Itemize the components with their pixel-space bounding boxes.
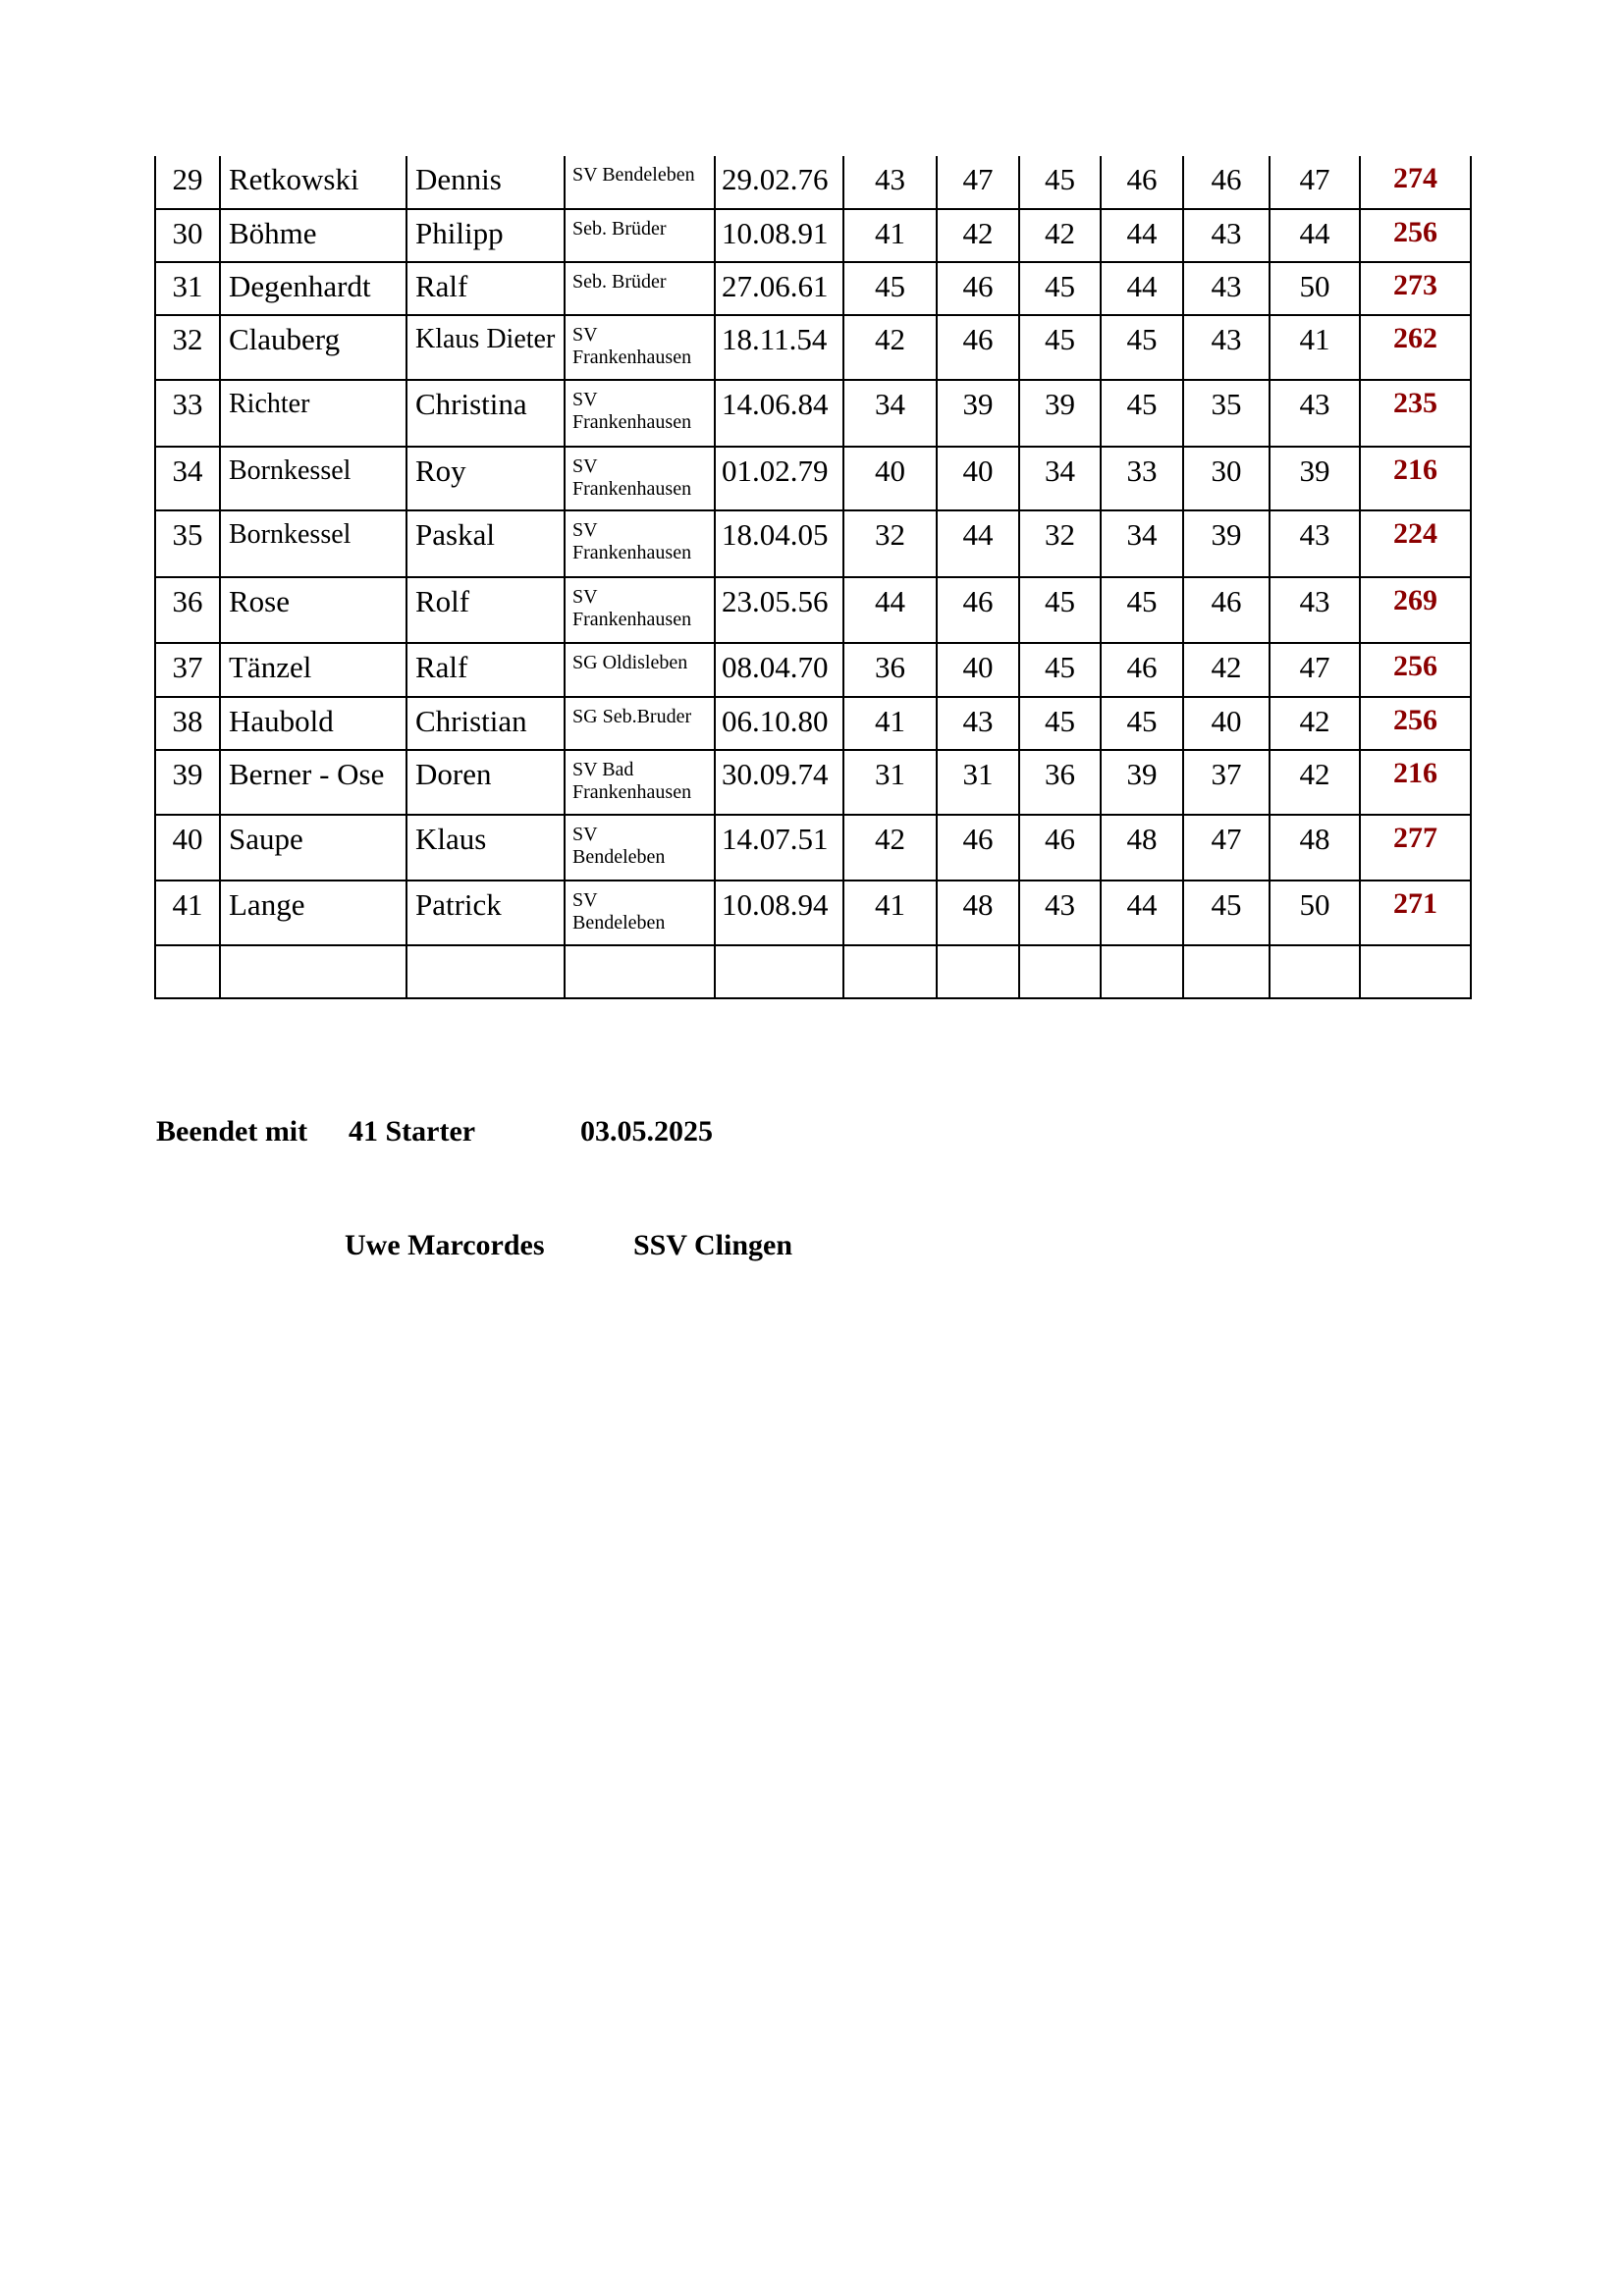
series-score-cell: 44 [1101,881,1183,945]
series-score-cell: 32 [1019,510,1101,577]
surname-cell: Richter [220,380,406,447]
rank-cell: 34 [155,447,220,510]
table-row [155,447,1471,510]
club-line: SV [572,586,598,608]
series-score-cell: 47 [1270,643,1360,697]
series-score-cell: 46 [937,315,1019,380]
series-score-cell: 45 [1019,262,1101,315]
series-score-cell: 39 [1019,380,1101,447]
club-line: Bendeleben [572,846,666,868]
club-cell [565,577,715,643]
series-score-cell: 44 [1270,209,1360,262]
series-score-cell: 43 [1183,209,1270,262]
firstname-cell: Ralf [406,643,565,697]
birthdate-cell: 29.02.76 [715,156,843,209]
club-cell [565,643,715,697]
series-score-cell: 40 [937,447,1019,510]
club-line: SV [572,519,598,541]
surname-cell: Tänzel [220,643,406,697]
series-score-cell: 43 [843,156,937,209]
club-line: SV Bad [572,759,634,780]
rank-cell: 35 [155,510,220,577]
series-score-cell: 41 [1270,315,1360,380]
firstname-cell: Christina [406,380,565,447]
series-score-cell: 46 [1101,156,1183,209]
firstname-cell: Klaus [406,815,565,881]
surname-cell: Lange [220,881,406,945]
series-score-cell: 47 [937,156,1019,209]
series-score-cell [937,945,1019,998]
surname-cell: Haubold [220,697,406,750]
series-score-cell: 45 [1019,577,1101,643]
birthdate-cell: 30.09.74 [715,750,843,815]
table-row [155,881,1471,945]
total-score-cell: 277 [1360,815,1471,881]
total-score-cell: 216 [1360,750,1471,815]
total-score-cell [1360,945,1471,998]
club-cell [565,750,715,815]
series-score-cell: 43 [1183,315,1270,380]
club-line: SV [572,824,598,845]
rank-cell: 40 [155,815,220,881]
series-score-cell: 45 [1101,380,1183,447]
series-score-cell: 40 [937,643,1019,697]
rank-cell: 37 [155,643,220,697]
series-score-cell [1270,945,1360,998]
series-score-cell: 48 [1270,815,1360,881]
surname-cell: Clauberg [220,315,406,380]
firstname-cell: Dennis [406,156,565,209]
table-row [155,156,1471,209]
series-score-cell: 39 [1270,447,1360,510]
rank-cell: 31 [155,262,220,315]
series-score-cell [1019,945,1101,998]
birthdate-cell: 10.08.94 [715,881,843,945]
club-cell [565,510,715,577]
birthdate-cell: 27.06.61 [715,262,843,315]
surname-cell: Berner - Ose [220,750,406,815]
birthdate-cell [715,945,843,998]
series-score-cell: 39 [1183,510,1270,577]
table-row [155,945,1471,998]
series-score-cell: 46 [937,262,1019,315]
series-score-cell: 48 [937,881,1019,945]
series-score-cell: 42 [1270,750,1360,815]
total-score-cell: 256 [1360,643,1471,697]
series-score-cell: 34 [1101,510,1183,577]
series-score-cell: 43 [937,697,1019,750]
series-score-cell: 46 [937,577,1019,643]
total-score-cell: 273 [1360,262,1471,315]
series-score-cell [843,945,937,998]
club-line: SG Oldisleben [572,652,688,673]
series-score-cell: 37 [1183,750,1270,815]
series-score-cell: 44 [937,510,1019,577]
competition-date: 03.05.2025 [580,1115,713,1148]
table-row [155,262,1471,315]
total-score-cell: 274 [1360,156,1471,209]
table-row [155,380,1471,447]
rank-cell: 36 [155,577,220,643]
club-cell [565,447,715,510]
club-line: Frankenhausen [572,411,692,433]
series-score-cell [1183,945,1270,998]
firstname-cell: Paskal [406,510,565,577]
club-line: SV [572,389,598,410]
series-score-cell: 46 [1019,815,1101,881]
series-score-cell: 33 [1101,447,1183,510]
table-row [155,577,1471,643]
series-score-cell: 39 [937,380,1019,447]
rank-cell [155,945,220,998]
series-score-cell: 42 [843,315,937,380]
rank-cell: 38 [155,697,220,750]
finished-label: Beendet mit [156,1115,308,1148]
series-score-cell: 40 [843,447,937,510]
series-score-cell: 45 [843,262,937,315]
series-score-cell: 43 [1183,262,1270,315]
series-score-cell: 36 [1019,750,1101,815]
series-score-cell: 34 [843,380,937,447]
series-score-cell: 36 [843,643,937,697]
rank-cell: 39 [155,750,220,815]
club-cell [565,209,715,262]
series-score-cell: 45 [1183,881,1270,945]
series-score-cell: 34 [1019,447,1101,510]
series-score-cell: 43 [1019,881,1101,945]
series-score-cell: 45 [1019,697,1101,750]
series-score-cell: 31 [937,750,1019,815]
firstname-cell: Ralf [406,262,565,315]
table-row [155,209,1471,262]
series-score-cell: 46 [1183,156,1270,209]
surname-cell: Bornkessel [220,447,406,510]
series-score-cell: 43 [1270,510,1360,577]
firstname-cell: Klaus Dieter [406,315,565,380]
series-score-cell: 42 [937,209,1019,262]
series-score-cell: 35 [1183,380,1270,447]
firstname-cell: Roy [406,447,565,510]
club-cell [565,156,715,209]
club-cell [565,315,715,380]
club-cell [565,945,715,998]
rank-cell: 29 [155,156,220,209]
surname-cell: Saupe [220,815,406,881]
series-score-cell: 44 [1101,262,1183,315]
series-score-cell: 46 [937,815,1019,881]
club-cell [565,815,715,881]
firstname-cell: Rolf [406,577,565,643]
birthdate-cell: 01.02.79 [715,447,843,510]
series-score-cell: 40 [1183,697,1270,750]
series-score-cell [1101,945,1183,998]
series-score-cell: 43 [1270,577,1360,643]
series-score-cell: 44 [843,577,937,643]
firstname-cell: Philipp [406,209,565,262]
results-table [154,156,1472,999]
club-cell [565,697,715,750]
total-score-cell: 262 [1360,315,1471,380]
table-row [155,510,1471,577]
surname-cell: Retkowski [220,156,406,209]
club-line: Frankenhausen [572,781,692,803]
total-score-cell: 235 [1360,380,1471,447]
birthdate-cell: 14.06.84 [715,380,843,447]
club-line: Frankenhausen [572,478,692,500]
club-line: Frankenhausen [572,542,692,563]
birthdate-cell: 14.07.51 [715,815,843,881]
club-line: Frankenhausen [572,609,692,630]
table-row [155,815,1471,881]
series-score-cell: 45 [1019,315,1101,380]
series-score-cell: 31 [843,750,937,815]
total-score-cell: 216 [1360,447,1471,510]
birthdate-cell: 18.11.54 [715,315,843,380]
series-score-cell: 45 [1019,643,1101,697]
starters-count: 41 Starter [349,1115,476,1148]
rank-cell: 32 [155,315,220,380]
table-row [155,750,1471,815]
table-row [155,315,1471,380]
surname-cell [220,945,406,998]
club-line: SV [572,889,598,911]
birthdate-cell: 06.10.80 [715,697,843,750]
series-score-cell: 39 [1101,750,1183,815]
total-score-cell: 256 [1360,209,1471,262]
rank-cell: 30 [155,209,220,262]
birthdate-cell: 08.04.70 [715,643,843,697]
series-score-cell: 47 [1183,815,1270,881]
series-score-cell: 46 [1183,577,1270,643]
club-cell [565,881,715,945]
series-score-cell: 41 [843,209,937,262]
club-line: Seb. Brüder [572,271,667,293]
birthdate-cell: 18.04.05 [715,510,843,577]
series-score-cell: 42 [1183,643,1270,697]
series-score-cell: 46 [1101,643,1183,697]
organizer-name: Uwe Marcordes [345,1229,545,1261]
club-line: SV [572,324,598,346]
firstname-cell: Christian [406,697,565,750]
surname-cell: Rose [220,577,406,643]
series-score-cell: 42 [843,815,937,881]
birthdate-cell: 23.05.56 [715,577,843,643]
surname-cell: Böhme [220,209,406,262]
series-score-cell: 42 [1019,209,1101,262]
table-row [155,643,1471,697]
series-score-cell: 32 [843,510,937,577]
series-score-cell: 50 [1270,262,1360,315]
series-score-cell: 41 [843,697,937,750]
firstname-cell: Patrick [406,881,565,945]
series-score-cell: 45 [1101,577,1183,643]
total-score-cell: 256 [1360,697,1471,750]
surname-cell: Degenhardt [220,262,406,315]
firstname-cell [406,945,565,998]
series-score-cell: 50 [1270,881,1360,945]
club-line: Bendeleben [572,912,666,934]
series-score-cell: 48 [1101,815,1183,881]
rank-cell: 33 [155,380,220,447]
club-cell [565,380,715,447]
total-score-cell: 271 [1360,881,1471,945]
series-score-cell: 45 [1019,156,1101,209]
series-score-cell: 41 [843,881,937,945]
surname-cell: Bornkessel [220,510,406,577]
table-row [155,697,1471,750]
series-score-cell: 43 [1270,380,1360,447]
rank-cell: 41 [155,881,220,945]
birthdate-cell: 10.08.91 [715,209,843,262]
club-line: SG Seb.Bruder [572,706,692,727]
club-line: Frankenhausen [572,347,692,368]
club-line: SV [572,455,598,477]
series-score-cell: 47 [1270,156,1360,209]
club-cell [565,262,715,315]
total-score-cell: 224 [1360,510,1471,577]
firstname-cell: Doren [406,750,565,815]
series-score-cell: 42 [1270,697,1360,750]
series-score-cell: 45 [1101,697,1183,750]
series-score-cell: 45 [1101,315,1183,380]
series-score-cell: 30 [1183,447,1270,510]
organizer-club: SSV Clingen [633,1229,793,1261]
club-line: SV Bendeleben [572,164,695,186]
series-score-cell: 44 [1101,209,1183,262]
club-line: Seb. Brüder [572,218,667,240]
total-score-cell: 269 [1360,577,1471,643]
